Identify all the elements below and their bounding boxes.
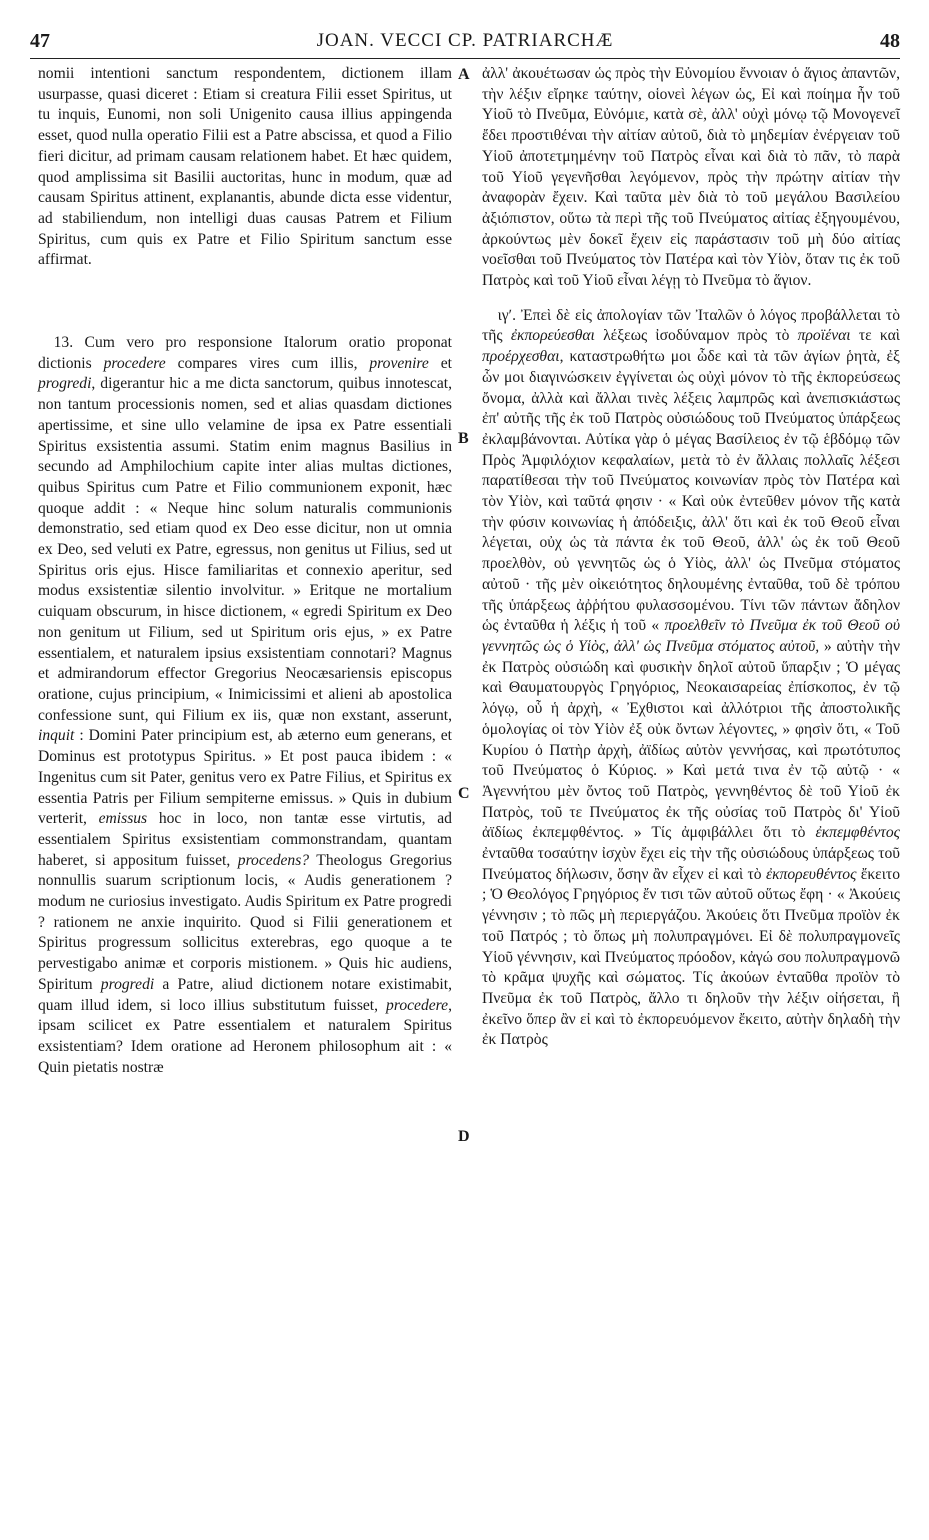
latin-italic: progredi: [38, 375, 92, 393]
greek-text: » αὐτὴν τὴν ἐκ Πατρὸς οὐσιώδη καὶ φυσικὴν δηλοῖ αὐτοῦ ὕπαρξιν ; Ὁ μέγας καὶ Θαυματουργὸς Γρηγόριος, Νεοκαισαρείας ἐπίσκοπος, ἐν τῷ λόγῳ, οὗ ἡ ἀρχὴ, « Ἐχθιστοι καὶ ἀλλότριοι τῆς ἀποστολικῆς ὁμολογίας οἱ τὸν Υἱὸν ἐξ οὐκ ὄντων λέγοντες, » φησὶν ὅτι, « Τοῦ Κυρίου ὁ Πατὴρ ἀρχὴ, ἀϊδίως αὐτὸν γεννήσας, καὶ πρωτότυπος τοῦ Πνεύματος ὁ Κύριος. » Καὶ μετά τινα ἐν τῷ αὐτῷ · « Ἀγεννήτου μὲν ὄντος τοῦ Πατρὸς, γεννηθέντος δὲ τοῦ Υἱοῦ ἐκ Πατρὸς, τοῦ τε Πνεύματος ἐκ τῆς οὐσίας τοῦ Πατρὸς δι' Υἱοῦ ἀϊδίως ἐκπεμφθέντος. » Τίς ἀμφιβάλλει ὅτι τὸ: [482, 637, 900, 842]
latin-paragraph-2: [38, 333, 452, 1078]
running-title: JOAN. VECCI CP. PATRIARCHÆ: [316, 30, 614, 51]
greek-text: ἔκειτο ; Ὁ Θεολόγος Γρηγόριος ἔν τισι τῶν αὐτοῦ οὕτως ἔφη · « Ἀκούεις γέννησιν ; τὸ πῶς μὴ περιεργάζου. Ἀκούεις ὅτι Πνεῦμα προϊὸν ἐκ τοῦ Πατρός ; τὸ ὅπως μὴ πολυπραγμόνει. Εἰ δὲ πολυπραγμονεῖς Υἱοῦ γέννησιν, καὶ Πνεύματος πρόοδον, κἀγώ σου πολυπραγμονῶ τὸ κρᾶμα ψυχῆς καὶ σώματος. Τίς ἀκούων ἐνταῦθα προϊὸν τὸ Πνεῦμα ἐκ τοῦ Πατρὸς, ἄλλο τι δηλοῦν τὴν λέξιν οἰήσεται, ἢ ἐκεῖνο ὅπερ ἂν εἰ καὶ τὸ ἐκπορευόμενον ἔκειτο, αὐτὴν δηλαδὴ τὴν ἐκ Πατρὸς: [482, 865, 900, 1049]
margin-letter-c: C: [458, 785, 470, 802]
greek-italic: προελθεῖν τὸ Πνεῦμα ἐκ τοῦ Θεοῦ οὐ γεννητῶς ὡς ὁ Υἱὸς, ἀλλ' ὡς Πνεῦμα στόματος αὐτοῦ,: [482, 617, 900, 655]
latin-text: , ipsam scilicet ex Patre essentialem et naturalem Spiritus exsistentiam? Idem oratione ad Heronem philosophum ait : « Quin pietatis nostræ: [38, 996, 452, 1076]
margin-letter-a: A: [458, 66, 470, 83]
margin-letter-b: B: [458, 430, 469, 447]
latin-text: hoc in loco, non tantæ esse virtutis, ad essentialem Spiritus exsistentiam commonstrandam, quantam haberet, si appositum fuisset,: [38, 810, 452, 869]
latin-italic: progredi: [100, 975, 155, 993]
latin-italic: procedere: [386, 996, 449, 1014]
latin-italic: procedens?: [237, 851, 310, 869]
latin-column: [38, 64, 452, 1078]
latin-text: Theologus Gregorius nonnullis suarum scriptionum locis, « Audis generationem ? modum ne curiosius investigato. Audis Spiritum ex Patre progredi ? rationem ne anxie inquirito. Quod si Filii generationem et Spiritus progressum sollicitus exterebras, ego quoque a te pervestigabo animæ et corporis mistionem. » Quis hic audiens, Spiritum: [38, 851, 452, 993]
latin-section-number: 13.: [53, 334, 74, 352]
greek-spacer: [482, 292, 900, 306]
latin-italic: provenire: [369, 354, 429, 372]
latin-text: a Patre, aliud dictionem notare existimabit, quam illud idem, si loco illius substitutum fuisset,: [38, 975, 453, 1014]
header-rule: [30, 58, 900, 59]
latin-text: , digerantur hic a me dicta sanctorum, quibus innotescat, non tantum processionis nomen, sed et alias quasdam dictiones apertissime, et sine ullo velamine de ipsa ex Patre essentiali Spiritus exsistentia assumi. Statim enim magnus Basilius in secundo ad Amphilochium capite inter alias multas dictiones, quibus Spiritus cum Patre et Filio communionem exponit, hæc quoque addit : « Neque hinc solum naturalis communionis demonstratio, sed etiam quod ex Deo esse dicitur, non ut omnia ex Deo, sed veluti ex Patre, egressus, non genitus ut Filius, sed ut Spiritus oris ejus. Hisce familiaritas et connexio aperitur, sed modus exsistentiæ silentio involvitur. » Eritque ne mortalium cuiquam obscurum, in hisce dictionem, « egredi Spiritum ex Deo non genitum ut Filium, sed ut Spiritum oris ejus, » ex Patre essentialem, et naturalem ipsius exsistentiam connotari? Magnus et admirandorum effector Gregorius Neocæsariensis episcopus oratione, cujus principium, « Inimicissimi et alieni ab apostolica confessione sunt, qui Filium ex iis, quæ non exstant, asserunt,: [38, 375, 452, 724]
greek-section-number: ιγʹ.: [497, 306, 516, 324]
latin-text: : Domini Pater principium est, ab æterno eum generans, et Dominus est prototypus Spiritus. » Et post pauca ibidem : « Ingenitus cum sit Pater, genitus vero ex Patre Filius, et Spiritus ex essentia Patris per Filium sempiterne emissus. » Quis in dubium verterit,: [38, 727, 452, 828]
latin-paragraph-1: nomii intentioni sanctum respondentem, dictionem illam usurpasse, quasi diceret : Etiam si creatura Filii esset Spiritus, ut tu inquis, Eunomi, non soli Unigenito causa illius appingenda esset, quod nulla operatio Filii est a Patre abscissa, et quod a Filio fieri dicitur, ad primam causam relationem habet. Et hæc quidem, quod amplissima sit Basilii auctoritas, hunc in modum, quæ ad causam Spiritus attinent, explanantis, abunde dicta esse videntur, ad stabiliendum, non intelligi duas causas Patrem et Filium Spiritus, cum quis ex Patre et Filio Spiritum sanctum esse affirmat.: [38, 65, 452, 269]
greek-text: λέξεως ἰσοδύναμον πρὸς τὸ: [594, 327, 798, 345]
latin-text: Cum vero pro responsione Italorum oratio proponat dictionis: [38, 334, 453, 372]
greek-paragraph-1: ἀλλ' ἀκουέτωσαν ὡς πρὸς τὴν Εὐνομίου ἔννοιαν ὁ ἅγιος ἀπαντῶν, τὴν λέξιν εἴρηκε ταύτην, οἱονεὶ λέγων ὡς, Εἰ καὶ ποίημα ἦν τοῦ Υἱοῦ τὸ Πνεῦμα, Εὐνόμιε, κατὰ σὲ, ἀλλ' οὐχὶ μόνῳ τῷ Μονογενεῖ ἔδει προστιθέναι τὴν αἰτίαν αὐτοῦ, διὰ τὸ μηδεμίαν ἐνέργειαν τοῦ Υἱοῦ ἀποτετμημένην τοῦ Πατρὸς εἶναι καὶ διὰ τὸ πᾶν, τὸ παρὰ τοῦ Υἱοῦ γεγενῆσθαι λεγόμενον, πρὸς τὴν πρώτην αἰτίαν τὴν ἀναφορὰν ἔχειν. Καὶ ταῦτα μὲν διὰ τὸ τοῦ μεγάλου Βασιλείου ἀξιόπιστον, οὕτω τὰ περὶ τῆς τοῦ Πνεύματος αἰτίας ἐξηγουμένου, ἀρκούντως μὲν δοκεῖ ἔχειν εἰς παράστασιν τοῦ μὴ δύο αἰτίας νοεῖσθαι τοῦ Πνεύματος τὸν Πατέρα καὶ τὸν Υἱὸν, ὅταν τις ἐκ τοῦ Πατρὸς καὶ τοῦ Υἱοῦ εἶναι λέγῃ τὸ Πνεῦμα τὸ ἅγιον.: [482, 65, 900, 290]
greek-text: ἐνταῦθα τοσαύτην ἰσχὺν ἔχει εἰς τὴν τῆς οὐσιώδους ὑπάρξεως τοῦ Πνεύματος δήλωσιν, ὅσην ἂν εἶχεν εἰ καὶ τὸ: [482, 845, 900, 883]
latin-italic: emissus: [98, 810, 148, 828]
greek-italic: προϊέναι: [797, 327, 851, 345]
greek-italic: ἐκπεμφθέντος: [815, 824, 900, 842]
greek-paragraph-2: [482, 306, 900, 1051]
latin-italic: procedere: [103, 354, 166, 372]
greek-column: [482, 64, 900, 1051]
margin-letter-d: D: [458, 1128, 470, 1145]
greek-text: Ἐπεὶ δὲ εἰς ἀπολογίαν τῶν Ἰταλῶν ὁ λόγος προβάλλεται τὸ τῆς: [482, 306, 900, 345]
page-number-right: 48: [880, 30, 900, 52]
latin-text: et: [428, 354, 452, 372]
page-header: [30, 30, 900, 56]
greek-text: τε καὶ: [850, 327, 900, 345]
greek-italic: ἐκπορευθέντος: [765, 865, 857, 883]
page-number-left: 47: [30, 30, 50, 52]
latin-text: compares vires cum illis,: [165, 354, 370, 372]
latin-italic: inquit: [38, 727, 75, 745]
greek-text: , καταστρωθήτω μοι ὧδε καὶ τὰ τῶν ἁγίων ῥητὰ, ἐξ ὧν μοι διαγινώσκειν ἐγγίνεται ὡς οὐχὶ μόνον τὸ τῆς ἐκπορεύσεως ὄνομα, ἀλλὰ καὶ ἄλλαι τινὲς λέξεις λαμπρῶς καὶ ἀνεπισκιάστως ἐπ' αὐτῆς τῆς ἐκ τοῦ Πατρὸς οὐσιώδους τοῦ Πνεύματος ὑπάρξεως ἐκλαμβάνονται. Αὐτίκα γὰρ ὁ μέγας Βασίλειος ἐν τῷ ἑβδόμῳ τῶν Πρὸς Ἀμφιλόχιον κεφαλαίων, μετὰ τὸ ἐν ἄλλαις πολλαῖς λέξεσι παρατίθεσαι τὴν τοῦ Πνεύματος κοινωνίαν πρὸς τὸν Πατέρα καὶ τὸν Υἱὸν, καὶ ταῦτά φησιν · « Καὶ οὐκ ἐντεῦθεν μόνον τῆς κατὰ τὴν φύσιν κοινωνίας ἡ ἀπόδειξις, ἀλλ' ὅτι καὶ ἐκ τοῦ Θεοῦ εἶναι λέγεται, οὐχ ὡς τὰ πάντα ἐκ τοῦ Θεοῦ, ἀλλ' ὡς ἐκ τοῦ Θεοῦ προελθὸν, οὐ γεννητῶς ὡς ὁ Υἱὸς, ἀλλ' ὡς Πνεῦμα στόματος αὐτοῦ · τῆς μὲν οἰκειότητος δηλουμένης ἐνταῦθα, τοῦ δὲ τρόπου τῆς ὑπάρξεως ἀῤῥήτου φυλασσομένου. Τίνι τῶν πάντων ἄδηλον ὡς ἐνταῦθα ἡ λέξις ἡ τοῦ «: [482, 348, 900, 635]
latin-spacer: [38, 271, 452, 333]
greek-italic: προέρχεσθαι: [482, 348, 560, 366]
greek-italic: ἐκπορεύεσθαι: [510, 327, 595, 345]
